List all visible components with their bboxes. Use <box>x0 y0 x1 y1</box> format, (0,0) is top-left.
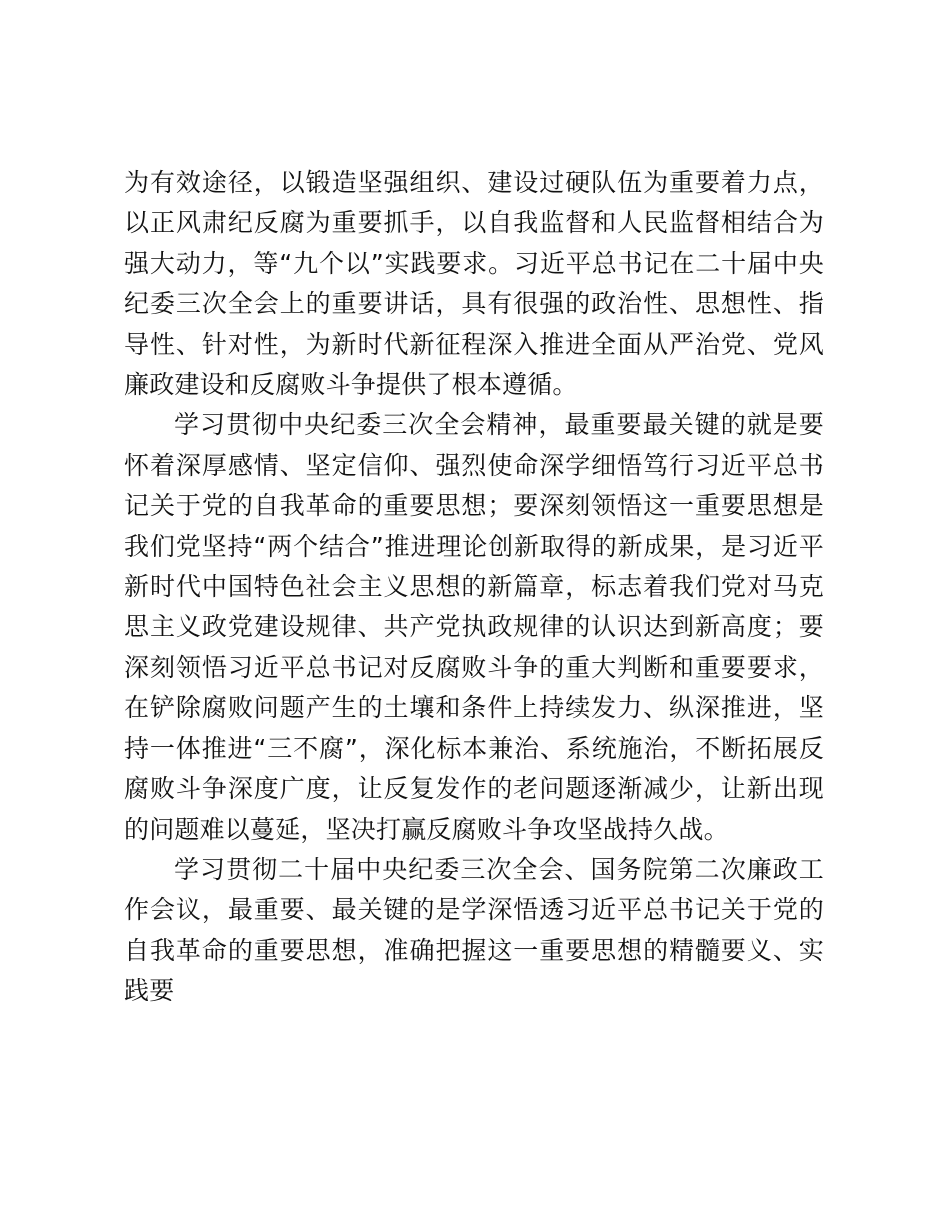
document-body <box>124 163 824 1012</box>
paragraph-continuation: 为有效途径，以锻造坚强组织、建设过硬队伍为重要着力点，以正风肃纪反腐为重要抓手，以自我监督和人民监督相结合为强大动力，等“九个以”实践要求。习近平总书记在二十届中央纪委三次全会上的重要讲话，具有很强的政治性、思想性、指导性、针对性，为新时代新征程深入推进全面从严治党、党风廉政建设和反腐败斗争提供了根本遵循。 <box>124 168 824 400</box>
paragraph-study-plenary-and-conference: 学习贯彻二十届中央纪委三次全会、国务院第二次廉政工作会议，最重要、最关键的是学深悟透习近平总书记关于党的自我革命的重要思想，准确把握这一重要思想的精髓要义、实践要 <box>124 854 824 1006</box>
paragraph-study-plenary-spirit: 学习贯彻中央纪委三次全会精神，最重要最关键的就是要怀着深厚感情、坚定信仰、强烈使命深学细悟笃行习近平总书记关于党的自我革命的重要思想；要深刻领悟这一重要思想是我们党坚持“两个结合”推进理论创新取得的新成果，是习近平新时代中国特色社会主义思想的新篇章，标志着我们党对马克思主义政党建设规律、共产党执政规律的认识达到新高度；要深刻领悟习近平总书记对反腐败斗争的重大判断和重要要求，在铲除腐败问题产生的土壤和条件上持续发力、纵深推进，坚持一体推进“三不腐”，深化标本兼治、系统施治，不断拓展反腐败斗争深度广度，让反复发作的老问题逐渐减少，让新出现的问题难以蔓延，坚决打赢反腐败斗争攻坚战持久战。 <box>124 410 824 844</box>
